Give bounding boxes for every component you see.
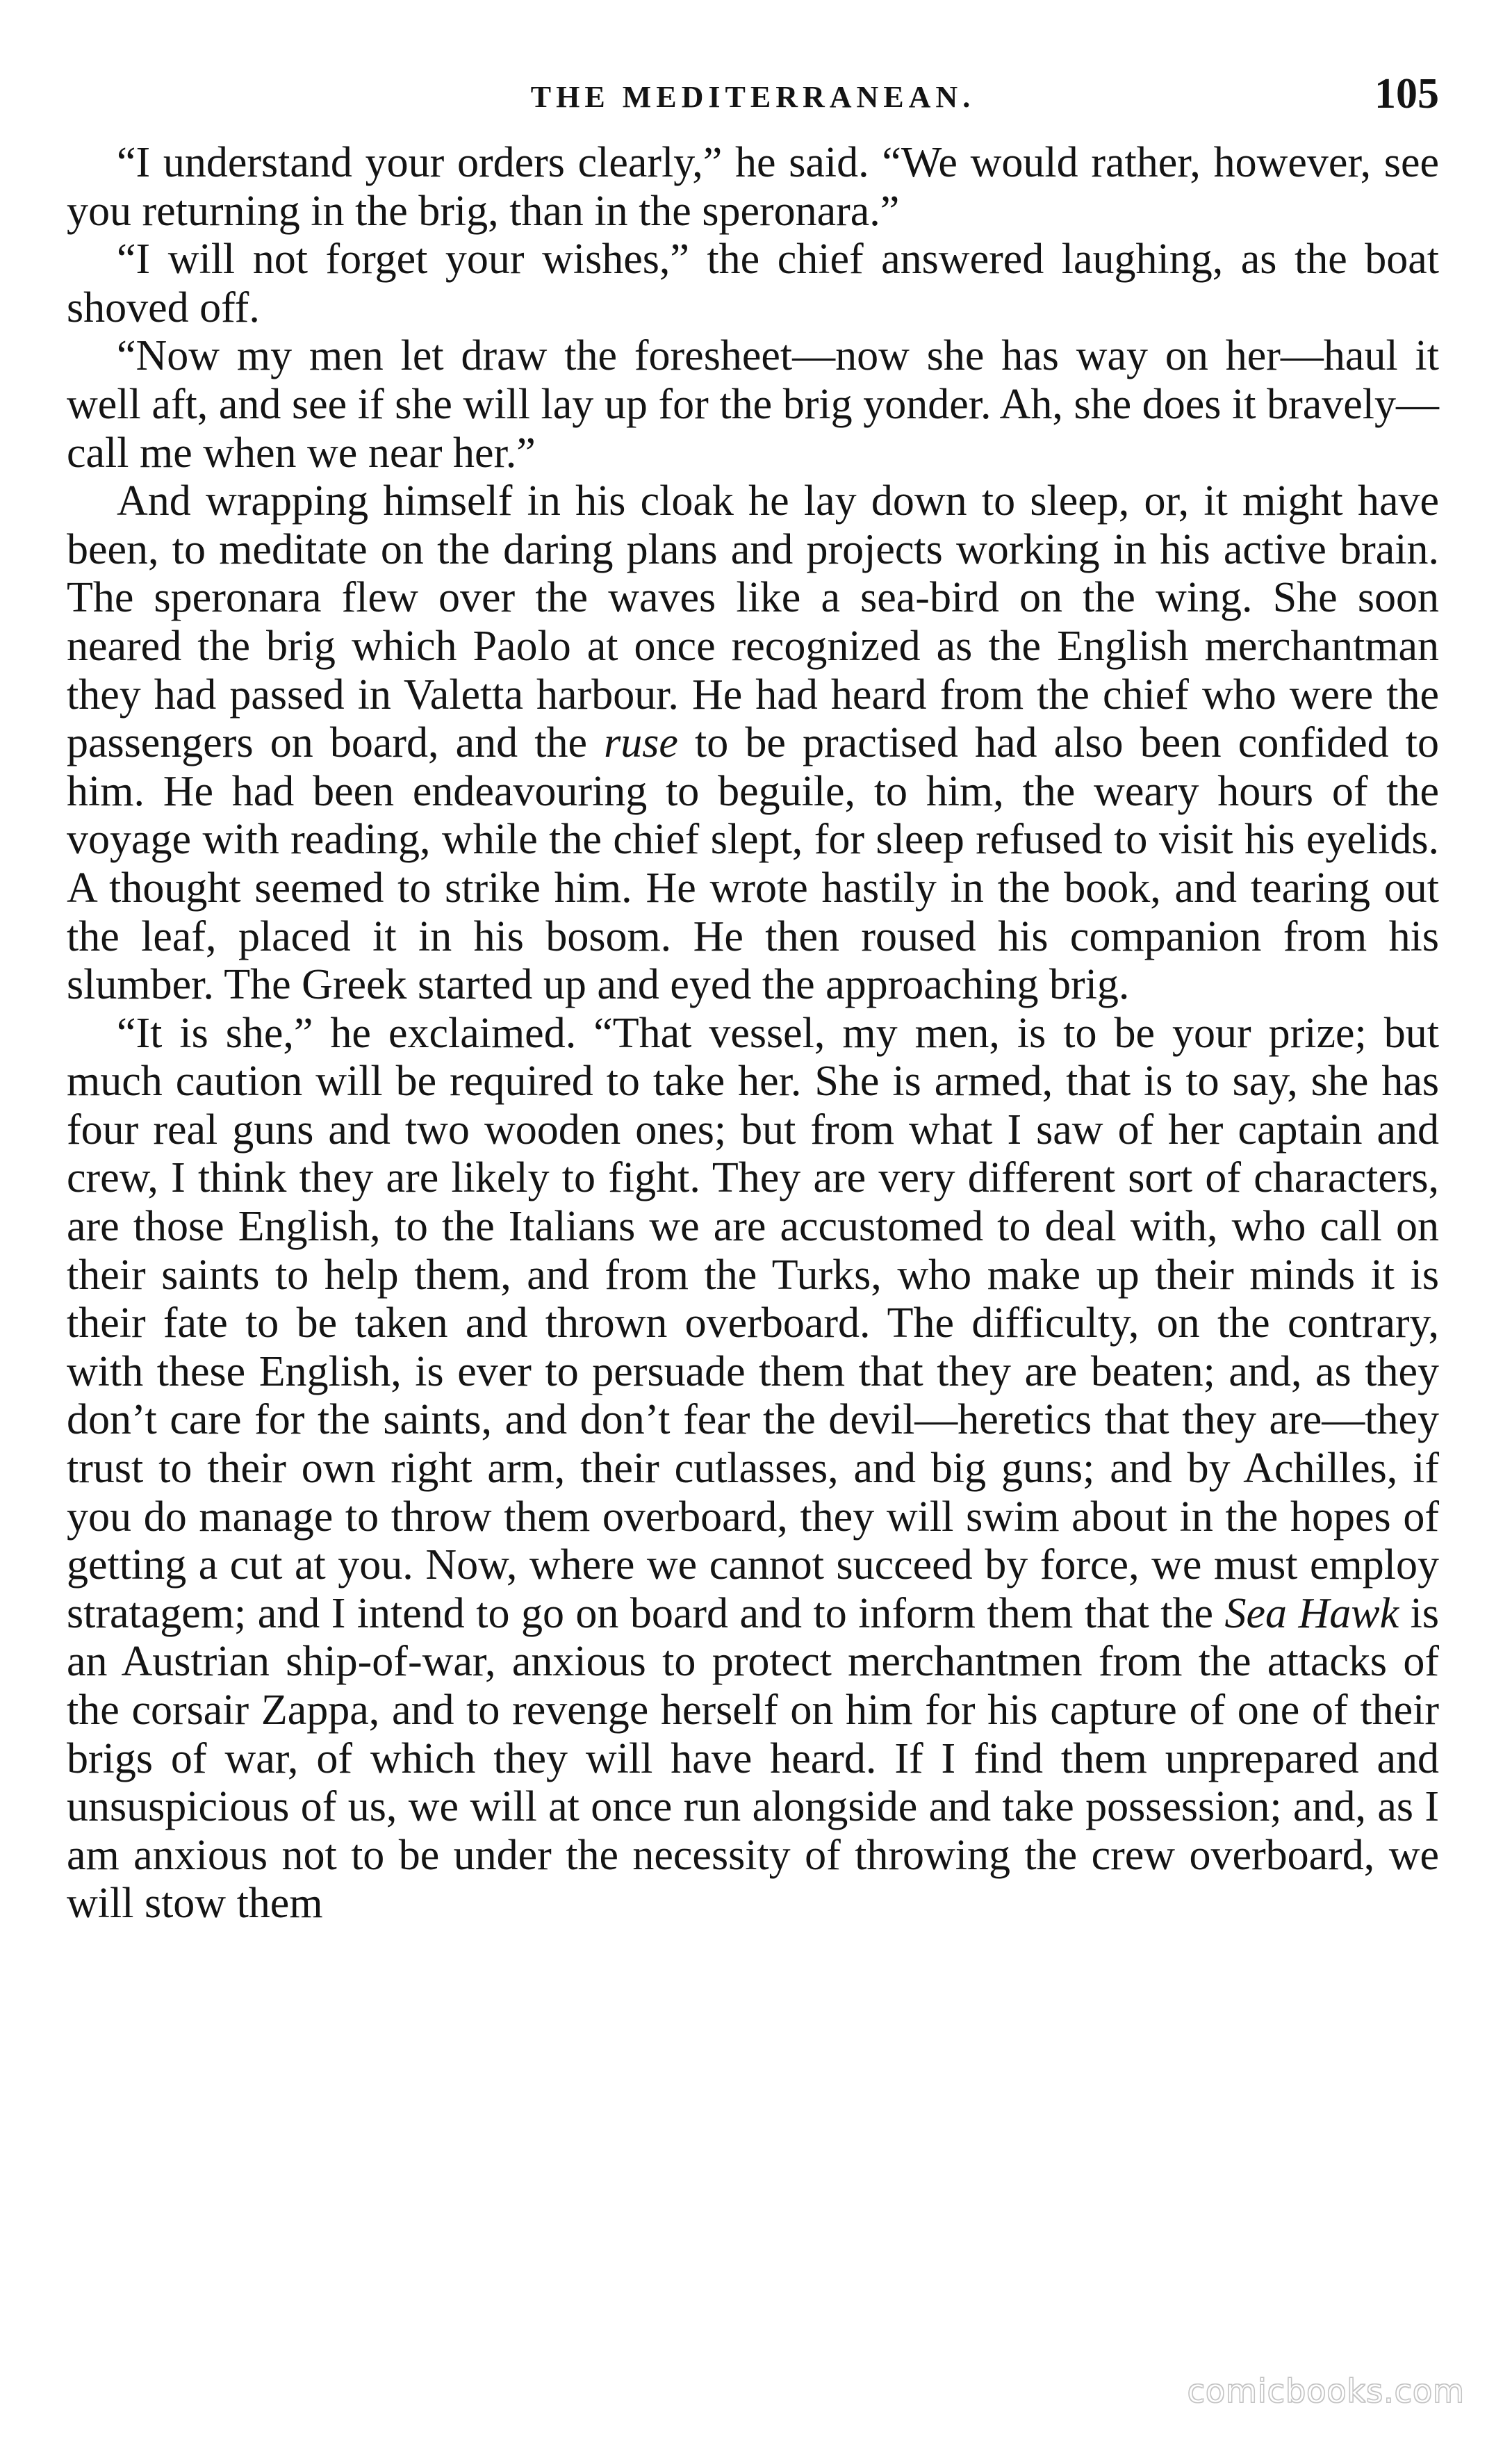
paragraph-1: “I understand your orders clearly,” he said. “We would rather, however, see you returning in the brig, than in the speronara.” bbox=[67, 139, 1439, 235]
page-number: 105 bbox=[1374, 70, 1439, 117]
italic-ruse: ruse bbox=[604, 719, 678, 767]
italic-sea-hawk: Sea Hawk bbox=[1224, 1589, 1399, 1637]
paragraph-3: “Now my men let draw the foresheet—now she has way on her—haul it well aft, and see if she will lay up for the brig yonder. Ah, she does it bravely—call me when we near her.” bbox=[67, 332, 1439, 477]
paragraph-2: “I will not forget your wishes,” the chief answered laughing, as the boat shoved off. bbox=[67, 236, 1439, 331]
running-title: THE MEDITERRANEAN. bbox=[530, 80, 976, 114]
body-text bbox=[67, 139, 1439, 1928]
paragraph-4-text-b: to be practised had also been confided to him. He had been endeavouring to beguile, to him, the weary hours of the voyage with reading, while the chief slept, for sleep refused to visit his eyelids. A thought seemed to strike him. He wrote hastily in the book, and tearing out the leaf, placed it in his bosom. He then roused his companion from his slumber. The Greek started up and eyed the approaching brig. bbox=[67, 719, 1440, 1009]
paragraph-4 bbox=[67, 477, 1439, 1010]
paragraph-5 bbox=[67, 1010, 1439, 1928]
page-header bbox=[67, 69, 1439, 125]
paragraph-4-text-a: And wrapping himself in his cloak he lay down to sleep, or, it might have been, to meditate on the daring plans and projects working in his active brain. The speronara flew over the waves like a sea-bird on the wing. She soon neared the brig which Paolo at once recognized as the English merchantman they had passed in Valetta harbour. He had heard from the chief who were the passengers on board, and the bbox=[67, 477, 1439, 767]
watermark: comicbooks.com bbox=[1187, 2372, 1465, 2410]
paragraph-5-text-b: is an Austrian ship-of-war, anxious to protect merchantmen from the attacks of the corsair Zappa, and to revenge herself on him for his capture of one of their brigs of war, of which they will have heard. If I find them unprepared and unsuspicious of us, we will at once run alongside and take possession; and, as I am anxious not to be under the necessity of throwing the crew overboard, we will stow them bbox=[67, 1589, 1439, 1928]
paragraph-5-text-a: “It is she,” he exclaimed. “That vessel, my men, is to be your prize; but much caution will be required to take her. She is armed, that is to say, she has four real guns and two wooden ones; but from what I saw of her captain and crew, I think they are likely to fight. They are very different sort of characters, are those English, to the Italians we are accustomed to deal with, who call on their saints to help them, and from the Turks, who make up their minds it is their fate to be taken and thrown overboard. The difficulty, on the contrary, with these English, is ever to persuade them that they are beaten; and, as they don’t care for the saints, and don’t fear the devil—heretics that they are—they trust to their own right arm, their cutlasses, and big guns; and by Achilles, if you do manage to throw them overboard, they will swim about in the hopes of getting a cut at you. Now, where we cannot succeed by force, we must employ stratagem; and I intend to go on board and to inform them that the bbox=[67, 1009, 1439, 1637]
